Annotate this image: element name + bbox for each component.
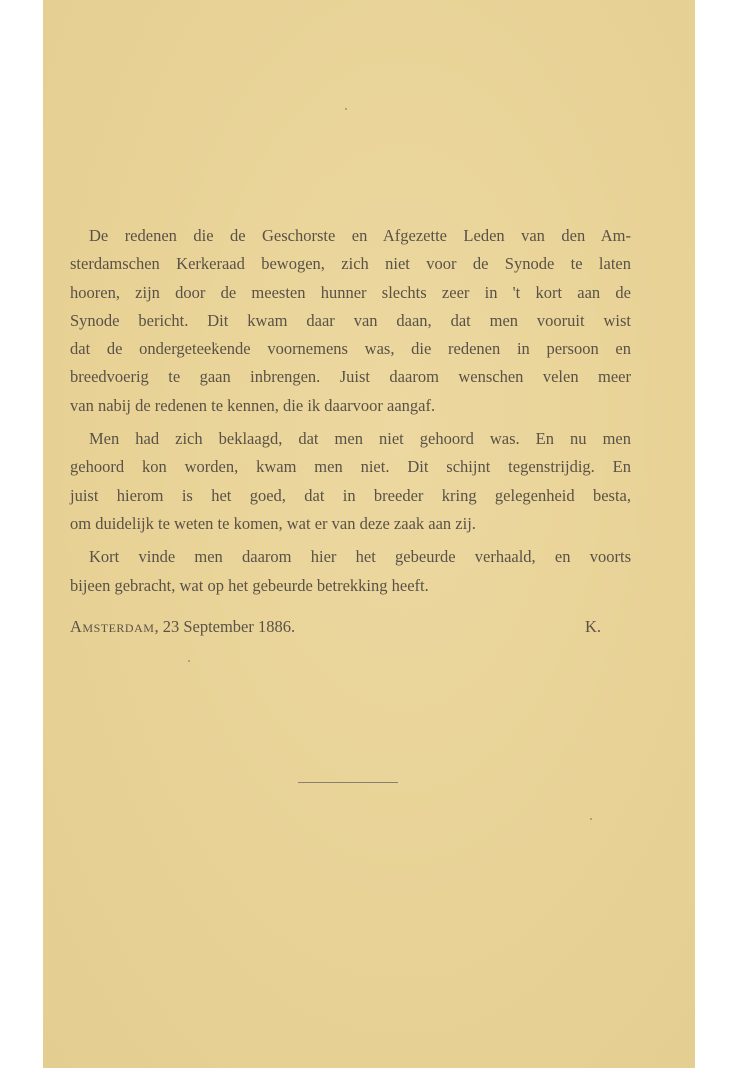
text-line: gehoord kon worden, kwam men niet. Dit schijnt tegenstrijdig. En — [70, 457, 631, 477]
text-line: sterdamschen Kerkeraad bewogen, zich niet voor de Synode te laten — [70, 254, 631, 274]
paragraph — [70, 425, 631, 538]
date: , 23 September 1886. — [154, 617, 296, 636]
text-line: dat de ondergeteekende voornemens was, die redenen in persoon en — [70, 339, 631, 359]
paper-speck — [345, 108, 347, 110]
foreword-text — [70, 222, 631, 600]
text-line: van nabij de redenen te kennen, die ik daarvoor aangaf. — [70, 395, 436, 415]
text-line: breedvoerig te gaan inbrengen. Juist daarom wenschen velen meer — [70, 367, 631, 387]
text-line: juist hierom is het goed, dat in breeder kring gelegenheid besta, — [70, 485, 631, 505]
divider-rule — [298, 782, 398, 783]
text-line: om duidelijk te weten te komen, wat er van deze zaak aan zij. — [70, 513, 476, 533]
text-line: Kort vinde men daarom hier het gebeurde verhaald, en voorts — [89, 547, 631, 567]
place-and-date — [70, 613, 295, 641]
paragraph — [70, 543, 631, 600]
text-line: bijeen gebracht, wat op het gebeurde betrekking heeft. — [70, 575, 429, 595]
document-page — [43, 0, 695, 1068]
text-line: hooren, zijn door de meesten hunner slechts zeer in 't kort aan de — [70, 282, 631, 302]
text-line: De redenen die de Geschorste en Afgezette Leden van den Am- — [89, 226, 631, 245]
text-line: Men had zich beklaagd, dat men niet gehoord was. En nu men — [89, 429, 631, 449]
paper-speck — [188, 660, 190, 662]
author-initial: K. — [584, 617, 601, 636]
text-line: Synode bericht. Dit kwam daar van daan, dat men vooruit wist — [70, 310, 631, 330]
paper-speck — [590, 818, 592, 820]
paragraph — [70, 222, 631, 420]
place-name: Amsterdam — [70, 617, 155, 636]
